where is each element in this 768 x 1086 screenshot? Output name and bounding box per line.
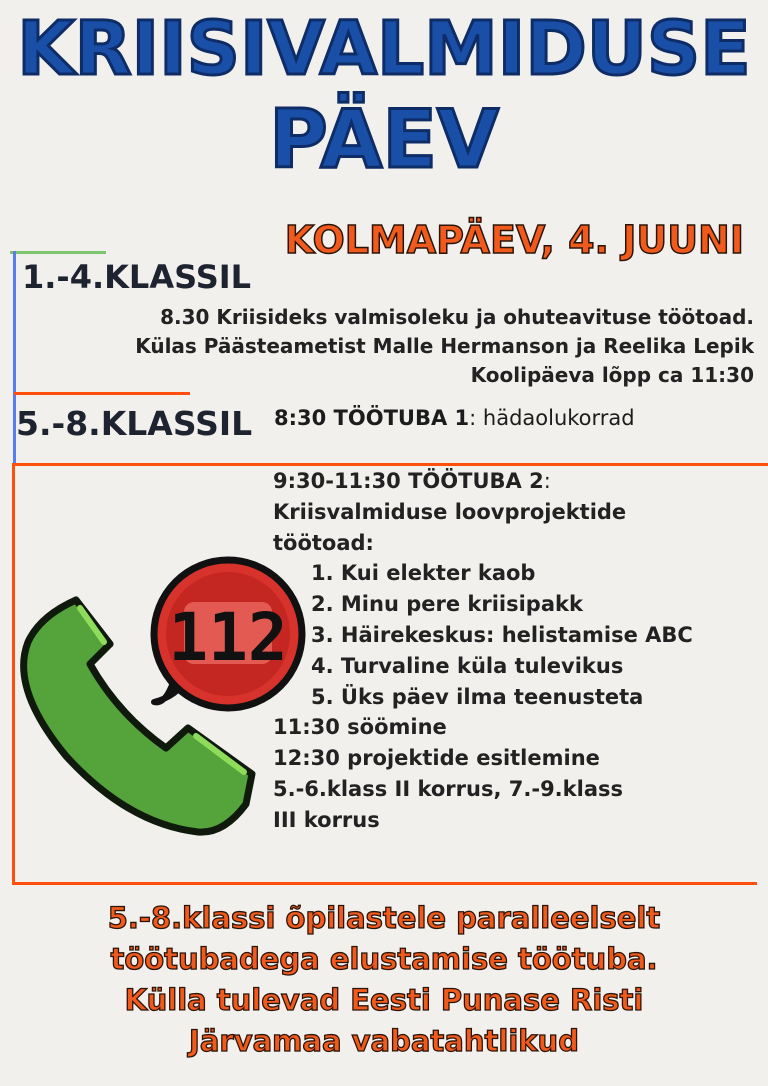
poster-title-line2: PÄEV — [269, 93, 499, 186]
workshop2-block — [273, 466, 753, 836]
section2-heading: 5.-8.KLASSIL — [16, 404, 253, 443]
orange-vertical-line — [12, 463, 15, 885]
workshop2-title: 9:30-11:30 TÖÖTUBA 2 — [273, 469, 544, 493]
footer-note — [0, 898, 768, 1062]
workshop-item: 5. Üks päev ilma teenusteta — [311, 684, 644, 709]
workshop-item: 1. Kui elekter kaob — [311, 561, 536, 586]
schedule-line: 5.-6.klass II korrus, 7.-9.klass — [273, 776, 623, 801]
workshop2-title-row — [273, 466, 753, 497]
green-accent-line — [10, 251, 106, 254]
schedule-line: 12:30 projektide esitlemine — [273, 746, 600, 771]
section1-heading: 1.-4.KLASSIL — [22, 258, 252, 296]
footer-line: töötubadega elustamise töötuba. — [110, 942, 658, 976]
workshop1-title: 8:30 TÖÖTUBA 1 — [274, 406, 470, 430]
workshop-item: 3. Häirekeskus: helistamise ABC — [311, 622, 693, 647]
poster-title-line1: KRIISIVALMIDUSE — [17, 6, 751, 92]
workshop1-desc: : hädaolukorrad — [469, 406, 635, 430]
footer-line: Järvamaa vabatahtlikud — [189, 1024, 579, 1058]
event-date: KOLMAPÄEV, 4. JUUNI — [284, 218, 744, 262]
orange-short-divider — [14, 392, 190, 395]
section1-line: Külas Päästeametist Malle Hermanson ja Reelika Lepik — [135, 334, 754, 358]
section1-schedule — [135, 303, 754, 390]
emergency-number: 112 — [168, 599, 288, 676]
schedule-line: III korrus — [273, 807, 380, 832]
schedule-line: 11:30 söömine — [273, 715, 447, 740]
workshop2-desc: töötoad: — [273, 530, 374, 555]
footer-line: 5.-8.klassi õpilastele paralleelselt — [107, 901, 661, 935]
footer-line: Külla tulevad Eesti Punase Risti — [124, 983, 644, 1017]
section1-line: 8.30 Kriisideks valmisoleku ja ohuteavituse töötoad. — [160, 305, 754, 329]
workshop-item: 2. Minu pere kriisipakk — [311, 592, 583, 617]
orange-divider-bottom — [12, 882, 757, 885]
workshop2-desc: Kriisvalmiduse loovprojektide — [273, 499, 627, 524]
phone-112-icon — [18, 556, 318, 846]
workshop1-line — [274, 406, 635, 430]
workshop-item: 4. Turvaline küla tulevikus — [311, 653, 624, 678]
section1-line: Koolipäeva lõpp ca 11:30 — [470, 363, 754, 387]
workshop2-colon: : — [543, 469, 551, 493]
